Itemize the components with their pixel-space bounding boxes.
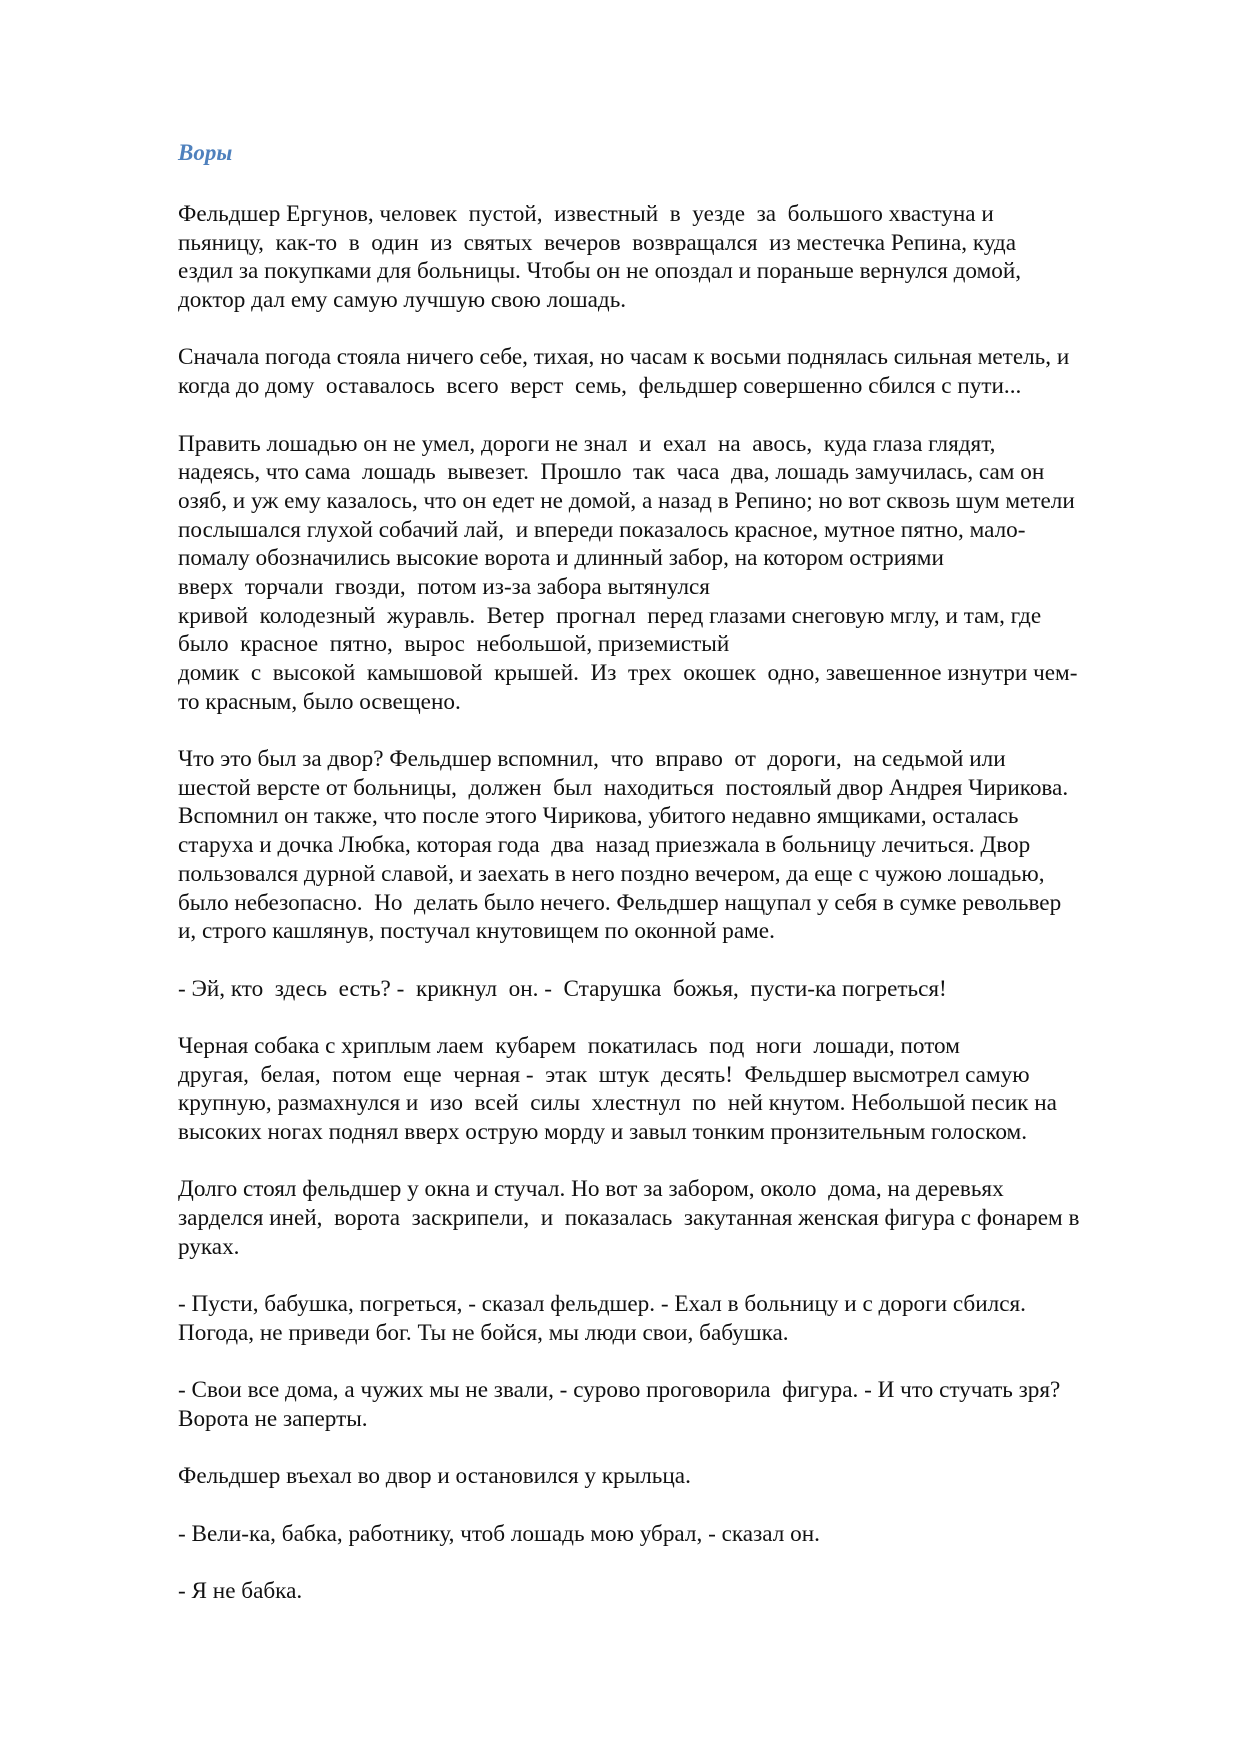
text-line: старуха и дочка Любка, которая года два назад приезжала в больницу лечиться. Двор — [178, 832, 1031, 859]
document-title: Воры — [178, 140, 233, 165]
paragraph — [178, 343, 1163, 400]
paragraph — [178, 1520, 1163, 1549]
paragraph — [178, 1290, 1163, 1347]
text-line: было небезопасно. Но делать было нечего. Фельдшер нащупал у себя в сумке револьвер — [178, 889, 1062, 916]
text-line: - Я не бабка. — [178, 1578, 303, 1604]
paragraph — [178, 430, 1163, 717]
text-line: вверх торчали гвозди, потом из-за забора вытянулся — [178, 573, 710, 600]
text-line: доктор дал ему самую лучшую свою лошадь. — [178, 287, 627, 314]
text-line: - Эй, кто здесь есть? - крикнул он. - Старушка божья, пусти-ка погреться! — [178, 975, 947, 1002]
paragraph — [178, 1175, 1163, 1261]
paragraph — [178, 745, 1163, 946]
text-line: пьяницу, как-то в один из святых вечеров возвращался из местечка Репина, куда — [178, 229, 1017, 256]
document-body — [178, 200, 1163, 1634]
text-line: Черная собака с хриплым лаем кубарем покатилась под ноги лошади, потом — [178, 1032, 960, 1059]
text-line: и, строго кашлянув, постучал кнутовищем по оконной раме. — [178, 918, 775, 945]
text-line: Вспомнил он также, что после этого Чирикова, убитого недавно ямщиками, осталась — [178, 803, 1019, 830]
text-line: ездил за покупками для больницы. Чтобы он не опоздал и пораньше вернулся домой, — [178, 258, 1022, 285]
text-line: помалу обозначились высокие ворота и длинный забор, на котором остриями — [178, 545, 944, 572]
paragraph — [178, 1376, 1163, 1433]
text-line: Сначала погода стояла ничего себе, тихая, но часам к восьми поднялась сильная метель, и — [178, 344, 1070, 371]
text-line: другая, белая, потом еще черная - этак штук десять! Фельдшер высмотрел самую — [178, 1061, 1030, 1088]
paragraph — [178, 1032, 1163, 1147]
paragraph — [178, 1462, 1163, 1491]
text-line: Погода, не приведи бог. Ты не бойся, мы люди свои, бабушка. — [178, 1319, 789, 1346]
text-line: надеясь, что сама лошадь вывезет. Прошло так часа два, лошадь замучилась, сам он — [178, 459, 1045, 486]
text-line: высоких ногах поднял вверх острую морду и завыл тонким пронзительным голоском. — [178, 1119, 1028, 1145]
text-line: когда до дому оставалось всего верст семь, фельдшер совершенно сбился с пути... — [178, 373, 1022, 400]
text-line: - Вели-ка, бабка, работнику, чтоб лошадь мою убрал, - сказал он. — [178, 1520, 820, 1547]
text-line: - Свои все дома, а чужих мы не звали, - сурово проговорила фигура. - И что стучать зря? — [178, 1377, 1061, 1404]
text-line: Долго стоял фельдшер у окна и стучал. Но вот за забором, около дома, на деревьях — [178, 1176, 1004, 1203]
text-line: Что это был за двор? Фельдшер вспомнил, что вправо от дороги, на седьмой или — [178, 746, 1006, 773]
text-line: Править лошадью он не умел, дороги не знал и ехал на авось, куда глаза глядят, — [178, 430, 996, 457]
text-line: зарделся иней, ворота заскрипели, и показалась закутанная женская фигура с фонарем в — [178, 1205, 1080, 1232]
text-line: - Пусти, бабушка, погреться, - сказал фельдшер. - Ехал в больницу и с дороги сбился. — [178, 1291, 1026, 1318]
text-line: то красным, было освещено. — [178, 688, 461, 715]
text-line: озяб, и уж ему казалось, что он едет не домой, а назад в Репино; но вот сквозь шум метели — [178, 487, 1075, 514]
text-line: крупную, размахнулся и изо всей силы хлестнул по ней кнутом. Небольшой песик на — [178, 1090, 1057, 1117]
text-line: Фельдшер въехал во двор и остановился у крыльца. — [178, 1463, 691, 1490]
text-line: послышался глухой собачий лай, и впереди показалось красное, мутное пятно, мало- — [178, 516, 1026, 543]
text-line: было красное пятно, вырос небольшой, приземистый — [178, 631, 730, 658]
text-line: Фельдшер Ергунов, человек пустой, известный в уезде за большого хвастуна и — [178, 201, 994, 227]
text-line: кривой колодезный журавль. Ветер прогнал перед глазами снеговую мглу, и там, где — [178, 602, 1042, 629]
text-line: пользовался дурной славой, и заехать в него поздно вечером, да еще с чужою лошадью, — [178, 860, 1045, 887]
text-line: Ворота не заперты. — [178, 1405, 368, 1432]
text-line: шестой версте от больницы, должен был находиться постоялый двор Андрея Чирикова. — [178, 774, 1069, 801]
paragraph — [178, 200, 1163, 315]
paragraph — [178, 975, 1163, 1004]
text-line: домик с высокой камышовой крышей. Из трех окошек одно, завешенное изнутри чем- — [178, 660, 1078, 686]
text-line: руках. — [178, 1233, 240, 1260]
paragraph — [178, 1577, 1163, 1606]
